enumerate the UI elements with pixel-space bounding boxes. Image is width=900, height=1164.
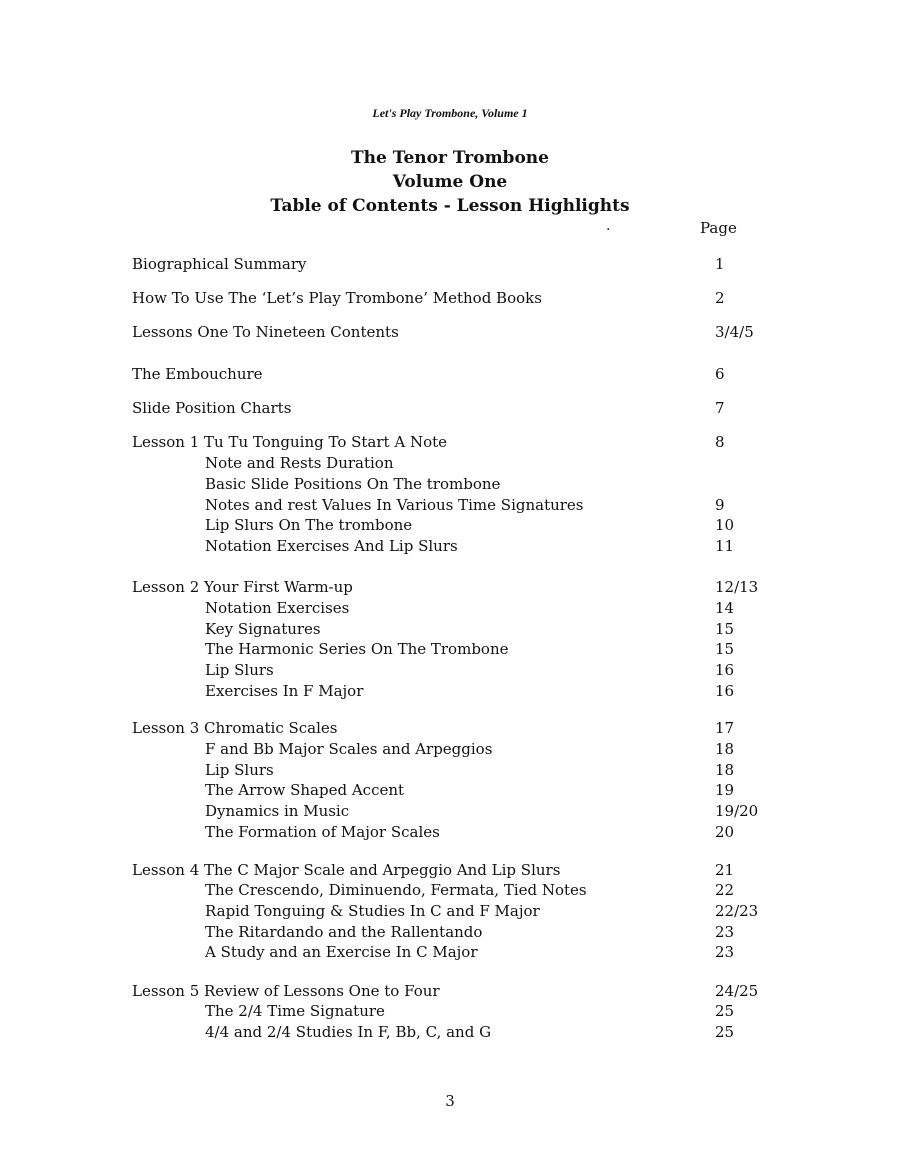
toc-entry-page: 22/23 <box>715 902 759 920</box>
toc-entry-page: 14 <box>715 599 735 617</box>
toc-entry-page: 22 <box>715 881 735 899</box>
toc-entry-text: Lip Slurs <box>205 761 274 779</box>
toc-entry-text: The Arrow Shaped Accent <box>205 781 405 799</box>
toc-entry-page: 7 <box>715 399 725 417</box>
dot-mark: . <box>606 218 611 234</box>
toc-subentry <box>132 822 772 843</box>
toc-entry-text: The 2/4 Time Signature <box>205 1002 385 1020</box>
toc-entry <box>132 254 772 275</box>
toc-entry-text: Lip Slurs <box>205 661 274 679</box>
toc-entry-text: Lesson 2 Your First Warm-up <box>132 578 353 596</box>
toc-subentry <box>132 639 772 660</box>
toc-entry-page: 10 <box>715 516 735 534</box>
toc-entry <box>132 322 772 343</box>
toc-entry-page: 19 <box>715 781 735 799</box>
toc-entry <box>132 288 772 309</box>
toc-subentry <box>132 536 772 557</box>
toc-entry-page: 18 <box>715 761 735 779</box>
toc-entry-page: 23 <box>715 923 735 941</box>
toc-subentry <box>132 681 772 702</box>
toc-entry-text: F and Bb Major Scales and Arpeggios <box>205 740 493 758</box>
toc-entry-page: 25 <box>715 1002 735 1020</box>
toc-entry-text: How To Use The ‘Let’s Play Trombone’ Method Books <box>132 289 542 307</box>
toc-subentry <box>132 739 772 760</box>
toc-entry-text: Exercises In F Major <box>205 682 364 700</box>
toc-subentry <box>132 495 772 516</box>
toc-entry-page: 9 <box>715 496 725 514</box>
toc-subentry <box>132 453 772 474</box>
toc-entry-page: 19/20 <box>715 802 759 820</box>
toc-entry-page: 17 <box>715 719 735 737</box>
title-line: The Tenor Trombone <box>351 148 549 168</box>
toc-entry-text: The Crescendo, Diminuendo, Fermata, Tied Notes <box>205 881 587 899</box>
toc-entry-text: The Harmonic Series On The Trombone <box>205 640 509 658</box>
toc-subentry <box>132 780 772 801</box>
toc-entry-text: Lip Slurs On The trombone <box>205 516 413 534</box>
toc-entry-text: Note and Rests Duration <box>205 454 394 472</box>
toc-entry-page: 16 <box>715 661 735 679</box>
toc-subentry <box>132 801 772 822</box>
toc-entry-text: Lesson 5 Review of Lessons One to Four <box>132 982 440 1000</box>
toc-entry-text: The Ritardando and the Rallentando <box>205 923 483 941</box>
toc-subentry <box>132 598 772 619</box>
toc-entry-page: 6 <box>715 365 725 383</box>
toc-entry <box>132 364 772 385</box>
toc-entry-page: 18 <box>715 740 735 758</box>
running-header: Let's Play Trombone, Volume 1 <box>372 106 528 120</box>
toc-entry-text: Lesson 1 Tu Tu Tonguing To Start A Note <box>132 433 448 451</box>
toc-entry <box>132 398 772 419</box>
toc-entry-text: Notation Exercises <box>205 599 350 617</box>
toc-entry-text: Notation Exercises And Lip Slurs <box>205 537 458 555</box>
toc-subentry <box>132 619 772 640</box>
toc-entry-page: 16 <box>715 682 735 700</box>
toc-subentry <box>132 515 772 536</box>
toc-entry-text: Key Signatures <box>205 620 321 638</box>
toc-subentry <box>132 660 772 681</box>
toc-entry-page: 3/4/5 <box>715 323 754 341</box>
toc-subentry <box>132 922 772 943</box>
page-column-header: Page <box>700 219 737 237</box>
toc-entry-text: A Study and an Exercise In C Major <box>205 943 478 961</box>
lesson-heading <box>132 860 772 881</box>
subtitle-line: Volume One <box>392 172 508 192</box>
toc-entry-page: 24/25 <box>715 982 759 1000</box>
toc-subentry <box>132 474 772 495</box>
toc-entry-page: 23 <box>715 943 735 961</box>
lesson-heading <box>132 432 772 453</box>
page-number: 3 <box>445 1092 455 1110</box>
lesson-heading <box>132 577 772 598</box>
toc-entry-page: 15 <box>715 640 735 658</box>
toc-entry-text: Slide Position Charts <box>132 399 292 417</box>
toc-entry-page: 1 <box>715 255 725 273</box>
toc-entry-text: Lesson 4 The C Major Scale and Arpeggio And Lip Slurs <box>132 861 561 879</box>
toc-subentry <box>132 760 772 781</box>
toc-subentry <box>132 1022 772 1043</box>
toc-entry-text: The Embouchure <box>132 365 263 383</box>
toc-entry-page: 15 <box>715 620 735 638</box>
toc-entry-text: Basic Slide Positions On The trombone <box>205 475 501 493</box>
toc-entry-page: 20 <box>715 823 735 841</box>
toc-entry-text: Lesson 3 Chromatic Scales <box>132 719 338 737</box>
toc-entry-page: 25 <box>715 1023 735 1041</box>
toc-entry-page: 21 <box>715 861 735 879</box>
toc-entry-text: Rapid Tonguing & Studies In C and F Major <box>205 902 540 920</box>
toc-entry-page: 11 <box>715 537 735 555</box>
toc-subentry <box>132 942 772 963</box>
toc-subentry <box>132 901 772 922</box>
lesson-heading <box>132 718 772 739</box>
toc-entry-text: 4/4 and 2/4 Studies In F, Bb, C, and G <box>205 1023 492 1041</box>
toc-entry-text: The Formation of Major Scales <box>205 823 440 841</box>
toc-entry-page: 2 <box>715 289 725 307</box>
toc-entry-text: Biographical Summary <box>132 255 307 273</box>
toc-entry-text: Dynamics in Music <box>205 802 350 820</box>
toc-entry-page: 8 <box>715 433 725 451</box>
lesson-heading <box>132 981 772 1002</box>
toc-entry-page: 12/13 <box>715 578 759 596</box>
document-title <box>0 146 900 218</box>
toc-heading: Table of Contents - Lesson Highlights <box>270 196 630 216</box>
toc-entry-text: Notes and rest Values In Various Time Signatures <box>205 496 584 514</box>
toc-subentry <box>132 880 772 901</box>
toc-entry-text: Lessons One To Nineteen Contents <box>132 323 399 341</box>
toc-subentry <box>132 1001 772 1022</box>
